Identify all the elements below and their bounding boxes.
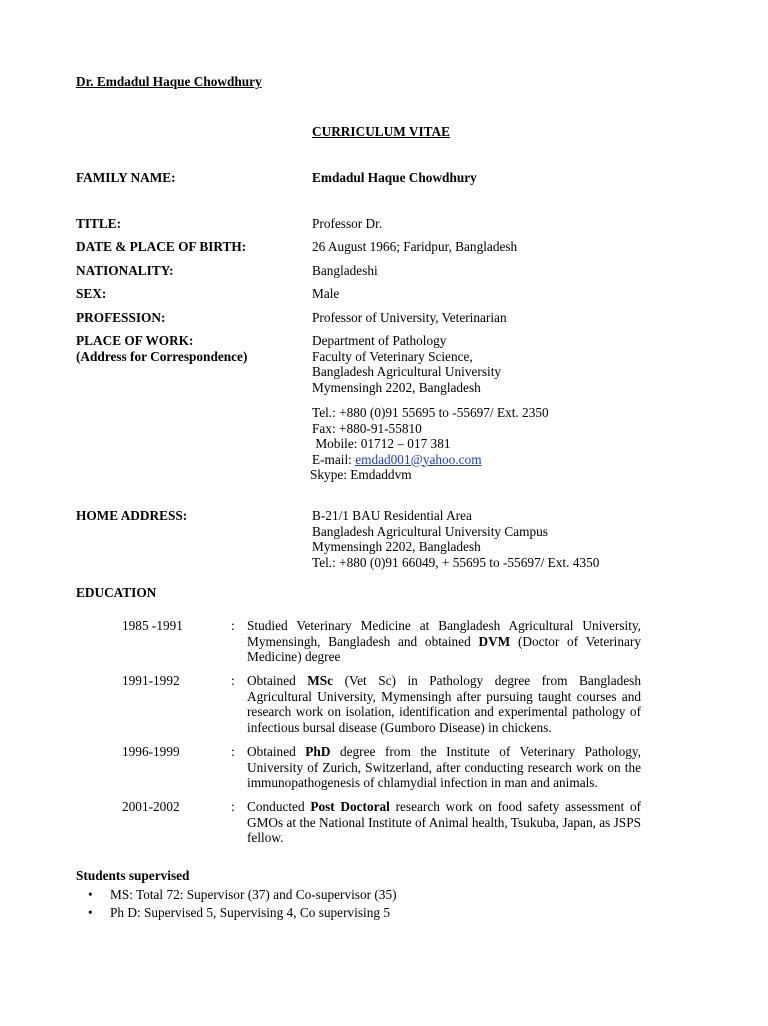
education-description: Obtained PhD degree from the Institute of Veterinary Pathology, University of Zurich, Switzerland, after conducting research work on the immunopathogenesis of chlamydial infection in man and animals. <box>247 744 641 791</box>
nationality-label: NATIONALITY: <box>76 263 174 278</box>
header-name: Dr. Emdadul Haque Chowdhury <box>76 74 262 89</box>
dob-value: 26 August 1966; Faridpur, Bangladesh <box>312 239 518 254</box>
family-name-label: FAMILY NAME: <box>76 170 176 185</box>
profession-value: Professor of University, Veterinarian <box>312 310 507 325</box>
education-colon: : <box>231 618 235 633</box>
sex-label: SEX: <box>76 286 107 301</box>
education-years: 1996-1999 <box>122 744 180 759</box>
work-tel: Tel.: +880 (0)91 55695 to -55697/ Ext. 2350 <box>312 405 549 420</box>
place-of-work-label: PLACE OF WORK: <box>76 333 194 348</box>
education-description: Studied Veterinary Medicine at Bangladesh Agricultural University, Mymensingh, Bangladesh and obtained DVM (Doctor of Veterinary Medicine) degree <box>247 618 641 665</box>
students-list <box>88 886 397 922</box>
education-years: 1991-1992 <box>122 673 180 688</box>
nationality-value: Bangladeshi <box>312 263 378 278</box>
address-line: Mymensingh 2202, Bangladesh <box>312 379 481 395</box>
email-label: E-mail: <box>312 451 356 467</box>
address-line: Faculty of Veterinary Science, <box>312 348 473 364</box>
correspondence-sublabel: (Address for Correspondence) <box>76 348 248 364</box>
education-description: Conducted Post Doctoral research work on food safety assessment of GMOs at the National Institute of Animal health, Tsukuba, Japan, as JSPS fellow. <box>247 799 642 846</box>
education-years: 1985 -1991 <box>122 618 183 633</box>
work-fax: Fax: +880-91-55810 <box>312 420 422 436</box>
title-label: TITLE: <box>76 216 122 231</box>
profession-label: PROFESSION: <box>76 310 166 325</box>
home-address-line: Mymensingh 2202, Bangladesh <box>312 539 481 554</box>
education-colon: : <box>231 744 235 759</box>
list-item: • MS: Total 72: Supervisor (37) and Co-supervisor (35) <box>88 886 397 904</box>
home-address <box>312 508 599 570</box>
education-heading: EDUCATION <box>76 585 157 600</box>
education-colon: : <box>231 673 235 688</box>
education-description: Obtained MSc (Vet Sc) in Pathology degree from Bangladesh Agricultural University, Mymensingh after pursuing taught courses and research work on isolation, identification and experimental pathology of infectious bursal disease (Gumboro Disease) in chickens. <box>247 673 641 735</box>
list-item: • Ph D: Supervised 5, Supervising 4, Co supervising 5 <box>88 904 397 922</box>
document-title: CURRICULUM VITAE <box>312 124 451 139</box>
education-colon: : <box>231 799 235 814</box>
address-line: Bangladesh Agricultural University <box>312 364 502 379</box>
family-name-value: Emdadul Haque Chowdhury <box>312 170 477 185</box>
dob-label: DATE & PLACE OF BIRTH: <box>76 239 247 254</box>
place-of-work-address <box>312 333 501 395</box>
title-value: Professor Dr. <box>312 216 383 231</box>
home-address-label: HOME ADDRESS: <box>76 508 188 523</box>
contact-block <box>312 405 549 483</box>
students-heading: Students supervised <box>76 868 190 883</box>
sex-value: Male <box>312 286 340 301</box>
home-tel: Tel.: +880 (0)91 66049, + 55695 to -55697/ Ext. 4350 <box>312 554 600 570</box>
home-address-line: Bangladesh Agricultural University Campus <box>312 523 548 539</box>
mobile: Mobile: 01712 – 017 381 <box>312 436 451 451</box>
email-line <box>312 452 549 468</box>
skype: Skype: Emdaddvm <box>310 467 412 482</box>
email-link[interactable]: emdad001@yahoo.com <box>355 451 482 467</box>
home-address-line: B-21/1 BAU Residential Area <box>312 508 472 523</box>
address-line: Department of Pathology <box>312 333 447 348</box>
education-years: 2001-2002 <box>122 799 180 814</box>
